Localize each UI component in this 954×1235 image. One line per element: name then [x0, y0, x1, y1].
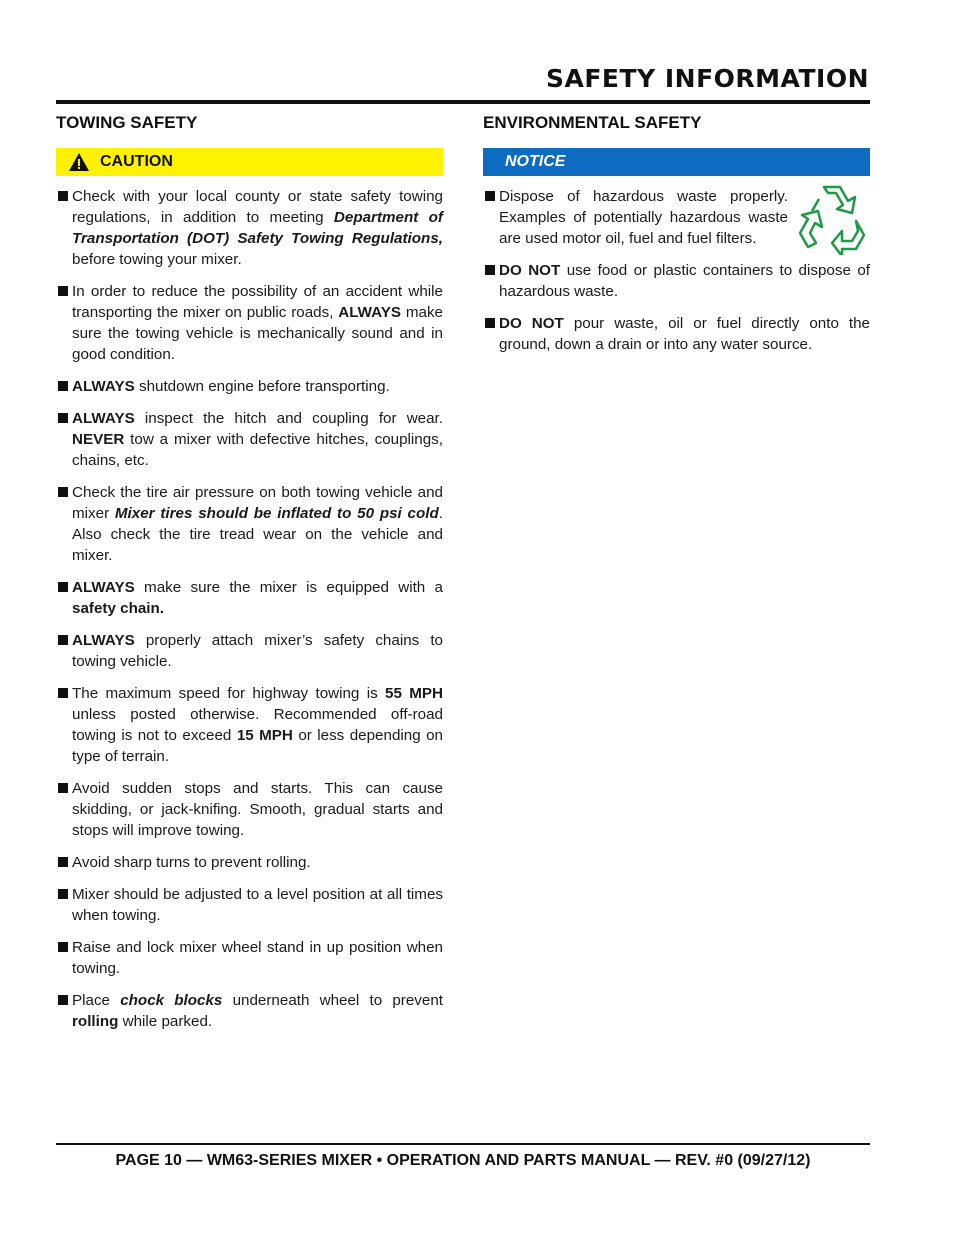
- bullet: [58, 381, 68, 391]
- bullet: [485, 318, 495, 328]
- caution-label: CAUTION: [100, 153, 173, 170]
- list-item: In order to reduce the possibility of an accident while transporting the mixer on public roads, ALWAYS make sure the towing vehicle is mechanically sound and in good condition.: [56, 281, 443, 365]
- list-item: ALWAYS shutdown engine before transporting.: [56, 376, 443, 397]
- environmental-safety-list: [483, 186, 870, 355]
- bullet: [58, 635, 68, 645]
- towing-safety-section: [56, 113, 443, 1043]
- bullet: [485, 265, 495, 275]
- environmental-safety-section: [483, 113, 870, 366]
- bullet: [58, 857, 68, 867]
- warning-triangle-icon: [68, 152, 90, 172]
- list-item: ALWAYS properly attach mixer’s safety chains to towing vehicle.: [56, 630, 443, 672]
- environmental-safety-heading: ENVIRONMENTAL SAFETY: [483, 113, 702, 132]
- bullet: [58, 286, 68, 296]
- list-item: Mixer should be adjusted to a level position at all times when towing.: [56, 884, 443, 926]
- list-item: The maximum speed for highway towing is 55 MPH unless posted otherwise. Recommended off-road towing is not to exceed 15 MPH or less depending on type of terrain.: [56, 683, 443, 767]
- page-footer: PAGE 10 — WM63-SERIES MIXER • OPERATION AND PARTS MANUAL — REV. #0 (09/27/12): [115, 1152, 811, 1169]
- bullet: [485, 191, 495, 201]
- list-item: ALWAYS inspect the hitch and coupling for wear. NEVER tow a mixer with defective hitches, couplings, chains, etc.: [56, 408, 443, 471]
- list-item: Dispose of hazardous waste properly. Examples of potentially hazardous waste are used motor oil, fuel and fuel filters.: [483, 186, 870, 249]
- notice-label: NOTICE: [505, 153, 566, 170]
- list-item: Avoid sharp turns to prevent rolling.: [56, 852, 443, 873]
- bullet: [58, 995, 68, 1005]
- list-item: Place chock blocks underneath wheel to prevent rolling while parked.: [56, 990, 443, 1032]
- list-item: ALWAYS make sure the mixer is equipped with a safety chain.: [56, 577, 443, 619]
- bullet: [58, 191, 68, 201]
- list-item: Raise and lock mixer wheel stand in up position when towing.: [56, 937, 443, 979]
- towing-safety-heading: TOWING SAFETY: [56, 113, 198, 132]
- bullet: [58, 889, 68, 899]
- list-item: DO NOT pour waste, oil or fuel directly onto the ground, down a drain or into any water source.: [483, 313, 870, 355]
- page-title: SAFETY INFORMATION: [546, 64, 869, 93]
- title-rule: [56, 100, 870, 104]
- bullet: [58, 942, 68, 952]
- bullet: [58, 487, 68, 497]
- bullet: [58, 582, 68, 592]
- footer-rule: [56, 1143, 870, 1145]
- caution-bar: [56, 148, 443, 176]
- list-item: DO NOT use food or plastic containers to dispose of hazardous waste.: [483, 260, 870, 302]
- towing-safety-list: [56, 186, 443, 1032]
- notice-bar: [483, 148, 870, 176]
- list-item: Check with your local county or state safety towing regulations, in addition to meeting Department of Transportation (DOT) Safety Towing Regulations, before towing your mixer.: [56, 186, 443, 270]
- list-item: Avoid sudden stops and starts. This can cause skidding, or jack-knifing. Smooth, gradual starts and stops will improve towing.: [56, 778, 443, 841]
- bullet: [58, 783, 68, 793]
- bullet: [58, 413, 68, 423]
- bullet: [58, 688, 68, 698]
- list-item: Check the tire air pressure on both towing vehicle and mixer Mixer tires should be inflated to 50 psi cold. Also check the tire tread wear on the vehicle and mixer.: [56, 482, 443, 566]
